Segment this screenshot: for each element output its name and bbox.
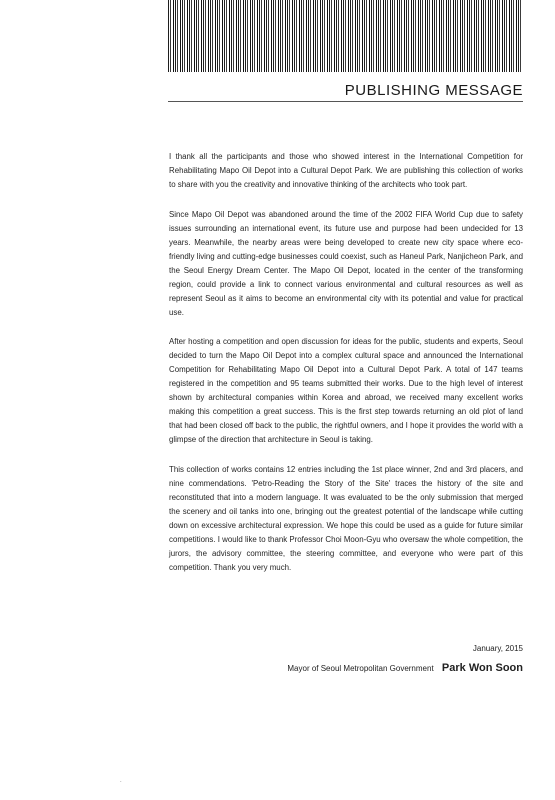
paragraph: Since Mapo Oil Depot was abandoned around the time of the 2002 FIFA World Cup due to safety issues surrounding an international event, its future use and purpose had been undecided for 13 years. Meanwhile, the nearby areas were being developed to create new city space where eco-friendly living and cutting-edge businesses could coexist, such as Haneul Park, Nanjicheon Park, and the Seoul Energy Dream Center. The Mapo Oil Depot, located in the center of the transforming region, could provide a link to connect various environmental and cultural resources as well as represent Seoul as it aims to become an environmental city with its potential and value for practical use. [169,209,523,317]
signature-block [287,662,523,674]
paragraph: After hosting a competition and open discussion for ideas for the public, students and experts, Seoul decided to turn the Mapo Oil Depot into a complex cultural space and announced the International Competition for Rehabilitating Mapo Oil Depot into a Cultural Depot Park. A total of 147 teams registered in the competition and 95 teams submitted their works. Due to the high level of interest shown by architectural companies within Korea and abroad, we received many excellent works making this competition a great success. This is the first step towards returning an old plot of land that had been closed off back to the public, the rightful owners, and I hope it provides the world with a glimpse of the direction that architecture in Seoul is taking. [169,337,523,444]
paragraph: I thank all the participants and those who showed interest in the International Competition for Rehabilitating Mapo Oil Depot into a Cultural Depot Park. We are publishing this collection of works to share with you the creativity and innovative thinking of the architects who took part. [169,152,523,189]
corner-mark: . [120,778,122,784]
title-rule [168,101,523,102]
message-body [169,150,523,590]
page-title: PUBLISHING MESSAGE [344,82,523,99]
paragraph: This collection of works contains 12 entries including the 1st place winner, 2nd and 3rd placers, and nine commendations. 'Petro-Reading the Story of the Site' traces the history of the site and reconstituted that into a modern language. It was evaluated to be the only submission that merged the scenery and oil tanks into one, bringing out the greatest potential of the landscape while cutting down on excessive architectural expression. We hope this could be used as a guide for future similar competitions. I would like to thank Professor Choi Moon-Gyu who oversaw the whole competition, the jurors, the advisory committee, the steering committee, and everyone who were part of this competition. Thank you very much. [169,464,523,572]
date-line: January, 2015 [472,644,523,653]
signer-title: Mayor of Seoul Metropolitan Government [287,664,434,673]
barcode-header-band [168,0,523,72]
signer-name: Park Won Soon [441,662,523,674]
